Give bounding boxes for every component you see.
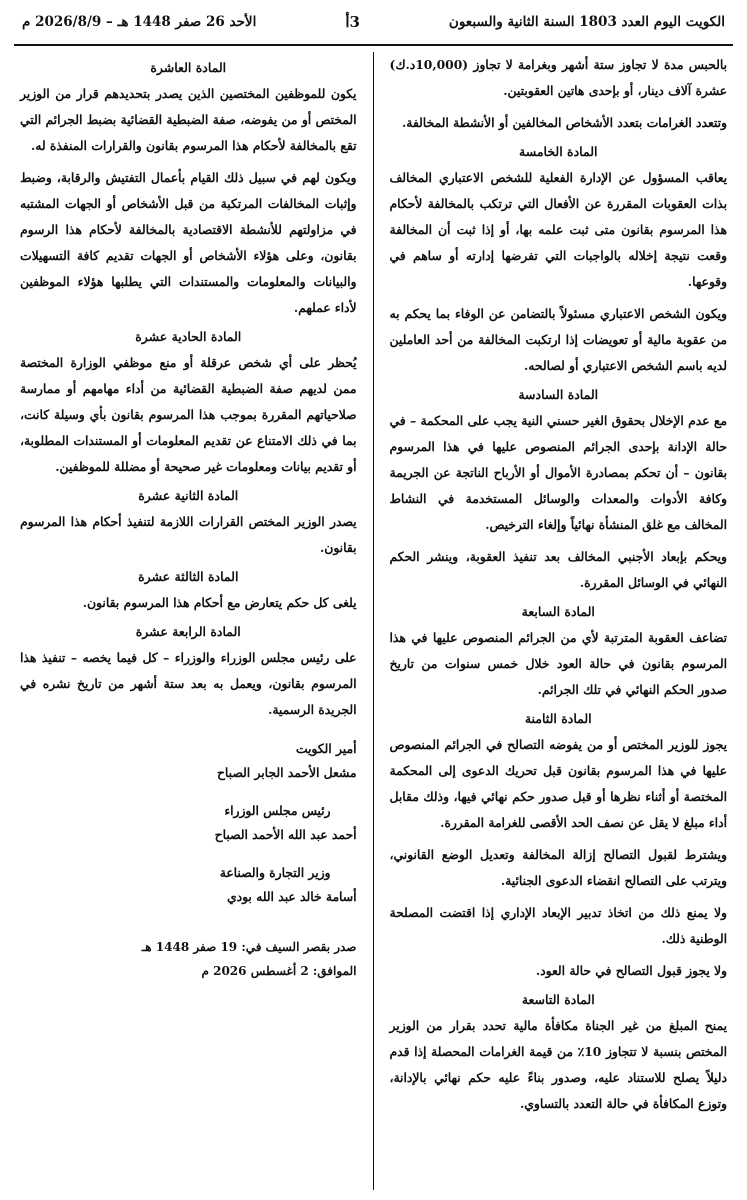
article-paragraph: ويكون الشخص الاعتباري مسئولاً بالتضامن عن الوفاء بما يحكم به من عقوبة مالية أو تعويضات إذا ارتكبت المخالفة من أحد العاملين لديه باسم الشخص الاعتباري أو لصالحه. <box>389 306 727 373</box>
minister-title: وزير التجارة والصناعة <box>219 865 331 880</box>
header-date: الأحد 26 صفر 1448 هـ – 2026/8/9 م <box>22 14 257 30</box>
pm-title: رئيس مجلس الوزراء <box>224 803 331 818</box>
article-paragraph: يلغى كل حكم يتعارض مع أحكام هذا المرسوم بقانون. <box>82 595 357 610</box>
article-paragraph: يمنح المبلغ من غير الجناة مكافأة مالية تحدد بقرار من الوزير المختص بنسبة لا تتجاوز 10٪ من قيمة الغرامات المحصلة إذا قدم دليلاً يصلح للاستناد عليه، وصدور بناءً عليه حكم نهائي بالإدانة، وتوزع المكافأة في حالة التعدد بالتساوي. <box>389 1018 727 1111</box>
article-paragraph: بالحبس مدة لا تجاوز ستة أشهر وبغرامة لا تجاوز (10,000د.ك) عشرة آلاف دينار، أو بإحدى هاتين العقوبتين. <box>389 57 727 98</box>
article-heading: المادة الحادية عشرة <box>135 329 242 344</box>
article-paragraph: ولا يجوز قبول التصالح في حالة العود. <box>535 963 727 978</box>
issued-at: صدر بقصر السيف في: 19 صفر 1448 هـ <box>141 940 357 954</box>
article-paragraph: يعاقب المسؤول عن الإدارة الفعلية للشخص الاعتباري المخالف بذات العقوبات المقررة عن الأفعال التي ترتكب بالمخالفة لأحكام هذا المرسوم بقانون متى ثبت علمه بها، أو إذا ثبت أن المخالفة وقعت نتيجة إخلاله بالواجبات التي تفرضها إدارته أو ساهم في وقوعها. <box>389 170 727 289</box>
right-column <box>374 52 734 1190</box>
article-heading: المادة الخامسة <box>519 144 598 159</box>
article-paragraph: مع عدم الإخلال بحقوق الغير حسني النية يجب على المحكمة – في حالة الإدانة بإحدى الجرائم المنصوص عليها في هذا المرسوم بقانون – أن تحكم بمصادرة الأموال أو الأرباح الناتجة عن الجريمة وكافة الأدوات والمعدات والوسائل المستخدمة في النشاط المخالف مع غلق المنشأة نهائياً وإلغاء الترخيص. <box>389 413 727 532</box>
article-paragraph: تضاعف العقوبة المترتبة لأي من الجرائم المنصوص عليها في هذا المرسوم بقانون في حالة العود خلال خمس سنوات من تاريخ صدور الحكم النهائي في تلك الجرائم. <box>389 630 727 697</box>
article-paragraph: يجوز للوزير المختص أو من يفوضه التصالح في الجرائم المنصوص عليها في هذا المرسوم بقانون قبل تحريك الدعوى إلى المحكمة المختصة أو أثناء نظرها أو قبل صدور حكم نهائي فيها، وذلك مقابل أداء مبلغ لا يقل عن نصف الحد الأقصى للغرامة المقررة. <box>389 737 727 830</box>
article-heading: المادة الثامنة <box>524 711 592 726</box>
emir-title: أمير الكويت <box>295 741 357 756</box>
article-paragraph: وتتعدد الغرامات بتعدد الأشخاص المخالفين أو الأنشطة المخالفة. <box>401 115 727 130</box>
emir-name: مشعل الأحمد الجابر الصباح <box>216 765 357 780</box>
pm-name: أحمد عبد الله الأحمد الصباح <box>214 827 357 842</box>
left-column-articles <box>20 60 357 723</box>
article-paragraph: يكون للموظفين المختصين الذين يصدر بتحديدهم قرار من الوزير المختص أو من يفوضه، صفة الضبطية القضائية بضبط الجرائم التي تقع بالمخالفة لأحكام هذا المرسوم بقانون والقرارات المنفذة له. <box>20 86 357 153</box>
left-column <box>14 52 374 1190</box>
header-issue-info: الكويت اليوم العدد 1803 السنة الثانية والسبعون <box>448 14 725 30</box>
article-paragraph: ويشترط لقبول التصالح إزالة المخالفة وتعديل الوضع القانوني، ويترتب على التصالح انقضاء الدعوى الجنائية. <box>389 847 727 888</box>
article-heading: المادة السادسة <box>518 387 599 402</box>
page-header <box>14 0 733 46</box>
article-heading: المادة الرابعة عشرة <box>135 624 241 639</box>
article-heading: المادة السابعة <box>521 604 595 619</box>
header-page-number: 3أ <box>345 13 360 31</box>
article-paragraph: ولا يمنع ذلك من اتخاذ تدبير الإبعاد الإداري إذا اقتضت المصلحة الوطنية ذلك. <box>389 905 727 946</box>
columns <box>14 52 733 1190</box>
article-heading: المادة الثالثة عشرة <box>138 569 239 584</box>
article-paragraph: يصدر الوزير المختص القرارات اللازمة لتنفيذ أحكام هذا المرسوم بقانون. <box>20 514 357 555</box>
article-paragraph: على رئيس مجلس الوزراء والوزراء – كل فيما يخصه – تنفيذ هذا المرسوم بقانون، ويعمل به بعد ستة أشهر من تاريخ نشره في الجريدة الرسمية. <box>20 650 357 717</box>
article-heading: المادة الثانية عشرة <box>138 488 239 503</box>
article-paragraph: ويكون لهم في سبيل ذلك القيام بأعمال التفتيش والرقابة، وضبط وإثبات المخالفات المرتكبة من قبل الأشخاص أو الجهات المشتبه في مزاولتهم للأنشطة الاقتصادية بالمخالفة لأحكام هذا الرسوم بقانون، وعلى هؤلاء الأشخاص أو الجهات تقديم كافة التسهيلات والبيانات والمعلومات والمستندات التي يطلبها هؤلاء الموظفين لأداء عملهم. <box>20 170 357 315</box>
article-paragraph: يُحظر على أي شخص عرقلة أو منع موظفي الوزارة المختصة ممن لديهم صفة الضبطية القضائية من أداء مهامهم أو ممارسة صلاحياتهم المقررة بموجب هذا المرسوم بقانون بأي وسيلة كانت، بما في ذلك الامتناع عن تقديم المعلومات أو المستندات المطلوبة، أو تقديم بيانات ومعلومات غير صحيحة أو مضللة للموظفين. <box>20 355 357 474</box>
article-heading: المادة التاسعة <box>521 992 595 1007</box>
article-paragraph: ويحكم بإبعاد الأجنبي المخالف بعد تنفيذ العقوبة، وينشر الحكم النهائي في الوسائل المقررة. <box>389 549 727 590</box>
minister-name: أسامة خالد عبد الله بودي <box>226 889 357 904</box>
corresponding-date: الموافق: 2 أغسطس 2026 م <box>201 964 357 978</box>
article-heading: المادة العاشرة <box>150 60 227 75</box>
